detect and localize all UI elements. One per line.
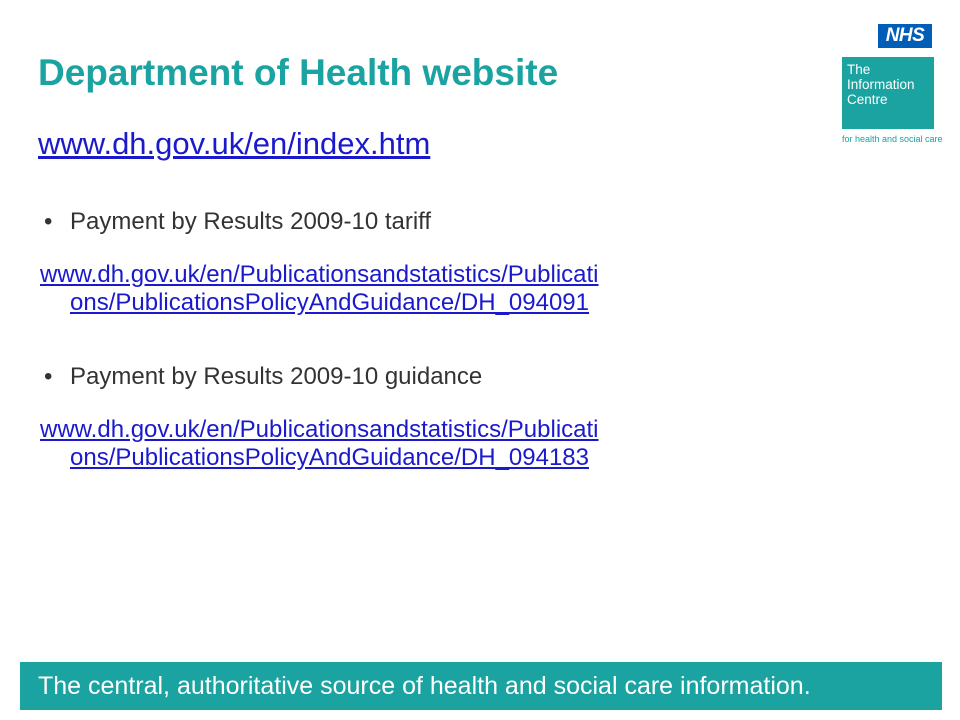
bullet-guidance-text: Payment by Results 2009-10 guidance — [70, 363, 483, 390]
nhs-badge: NHS — [878, 24, 932, 48]
logo-line-1: The — [847, 62, 871, 77]
guidance-link[interactable] — [40, 416, 800, 472]
logo-tagline: for health and social care — [842, 134, 943, 144]
logo-line-2: Information — [847, 77, 915, 92]
bullet-dot: • — [44, 363, 53, 390]
guidance-link-line1[interactable]: www.dh.gov.uk/en/Publicationsandstatistics/Publicati — [40, 416, 599, 443]
logo-line-3: Centre — [847, 92, 888, 107]
tariff-link-line2[interactable]: ons/PublicationsPolicyAndGuidance/DH_094091 — [70, 289, 589, 316]
bullet-guidance — [44, 363, 482, 391]
bullet-tariff — [44, 208, 431, 236]
slide-title: Department of Health website — [38, 52, 559, 93]
guidance-link-line2[interactable]: ons/PublicationsPolicyAndGuidance/DH_094183 — [70, 444, 589, 471]
information-centre-box — [842, 57, 934, 129]
tariff-link-line1[interactable]: www.dh.gov.uk/en/Publicationsandstatistics/Publicati — [40, 261, 599, 288]
tariff-link[interactable] — [40, 261, 800, 317]
footer-bar — [20, 662, 942, 710]
dh-index-link[interactable]: www.dh.gov.uk/en/index.htm — [38, 126, 431, 161]
footer-text: The central, authoritative source of health and social care information. — [38, 672, 811, 700]
bullet-dot: • — [44, 208, 53, 235]
bullet-tariff-text: Payment by Results 2009-10 tariff — [70, 208, 432, 235]
